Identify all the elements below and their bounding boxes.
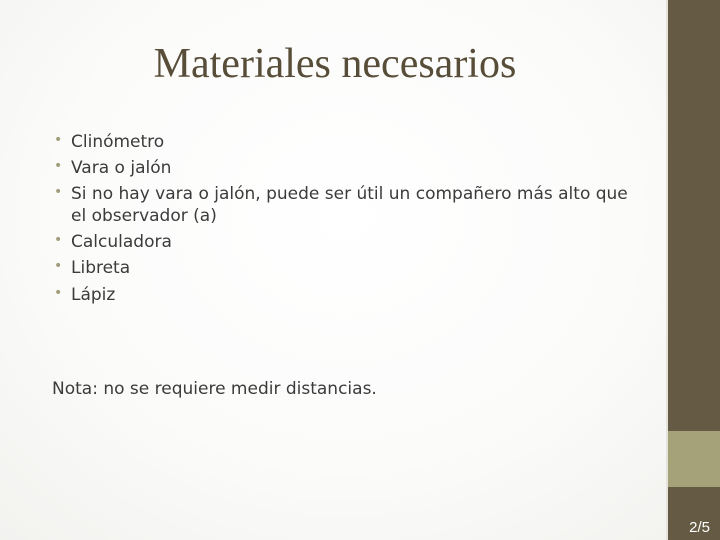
note-text: Nota: no se requiere medir distancias. [52, 379, 377, 399]
bullet-item: • Vara o jalón [54, 157, 634, 179]
page-number: 2/5 [689, 519, 710, 536]
bullet-item: • Lápiz [54, 284, 634, 306]
sidebar-accent-block [666, 431, 720, 487]
bullet-item: • Clinómetro [54, 131, 634, 153]
sidebar-bottom-block [666, 487, 720, 540]
bullet-list [54, 131, 634, 310]
sidebar-top-block [666, 0, 720, 431]
slide-title: Materiales necesarios [153, 41, 517, 87]
decorative-sidebar [666, 0, 720, 540]
bullet-item: • Calculadora [54, 231, 634, 253]
bullet-item: • Libreta [54, 257, 634, 279]
bullet-item: • Si no hay vara o jalón, puede ser útil un compañero más alto que el observador (a) [54, 183, 634, 227]
